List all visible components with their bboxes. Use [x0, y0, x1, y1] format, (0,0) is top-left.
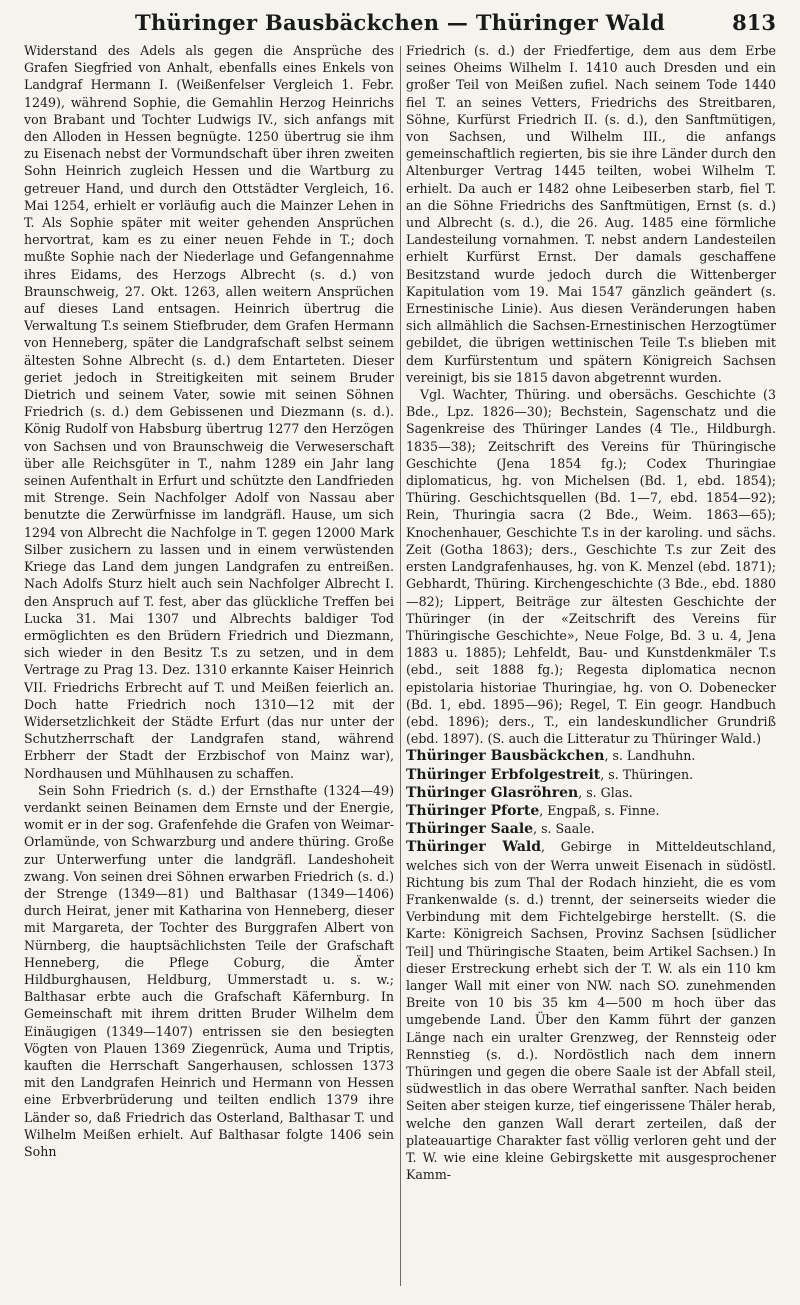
paragraph: Friedrich (s. d.) der Friedfertige, dem aus dem Erbe seines Oheims Wilhelm I. 1410 auch Dresden und ein großer Teil von Meißen zufiel. Nach seinem Tode 1440 fiel T. an seines Vetters, Friedrichs des Streitbaren, Söhne, Kurfürst Friedrich II. (s. d.), den Sanftmütigen, von Sachsen, und Wilhelm III., die anfangs gemeinschaftlich regierten, bis sie ihre Länder durch den Altenburger Vertrag 1445 teilten, wobei Wilhelm T. erhielt. Da auch er 1482 ohne Leibeserben starb, fiel T. an die Söhne Friedrichs des Sanftmütigen, Ernst (s. d.) und Albrecht (s. d.), die 26. Aug. 1485 eine förmliche Landesteilung vornahmen. T. nebst andern Landesteilen erhielt Kurfürst Ernst. Der damals geschaffene Besitzstand wurde jedoch durch die Wittenberger Kapitulation vom 19. Mai 1547 gänzlich geändert (s. Ernestinische Linie). Aus diesen Veränderungen haben sich allmählich die Sachsen-Ernestinischen Herzogtümer gebildet, die übrigen wettinischen Teile T.s blieben mit dem Kurfürstentum und spätern Königreich Sachsen vereinigt, bis sie 1815 davon abgetrennt wurden. [406, 43, 776, 385]
entry-headword: Thüringer Saale [406, 821, 534, 838]
page-header [24, 8, 776, 42]
paragraph: Sein Sohn Friedrich (s. d.) der Ernsthafte (1324—49) verdankt seinen Beinamen dem Ernste und der Energie, womit er in der sog. Grafenfehde die Grafen von Weimar-Orlamünde, von Schwarzburg und andere thüring. Große zur Unterwerfung unter die landgräfl. Landeshoheit zwang. Von seinen drei Söhnen erwarben Friedrich (s. d.) der Strenge (1349—81) und Balthasar (1349—1406) durch Heirat, jener mit Katharina von Henneberg, dieser mit Margareta, der Tochter des Burggrafen Albert von Nürnberg, die hauptsächlichsten Teile der Grafschaft Henneberg, die Pflege Coburg, die Ämter Hildburghausen, Heldburg, Ummerstadt u. s. w.; Balthasar erbte auch die Grafschaft Käfernburg. In Gemeinschaft mit ihrem dritten Bruder Wilhelm dem Einäugigen (1349—1407) entrissen sie den besiegten Vögten von Plauen 1369 Ziegenrück, Auma und Triptis, kauften die Herrschaft Sangerhausen, schlossen 1373 mit den Landgrafen Heinrich und Hermann von Hessen eine Erbverbrüderung und teilten endlich 1379 ihre Länder so, daß Friedrich das Osterland, Balthasar T. und Wilhelm Meißen erhielt. Auf Balthasar folgte 1406 sein Sohn [24, 782, 394, 1159]
running-head: Thüringer Bausbäckchen — Thüringer Wald [135, 10, 665, 35]
entry-text: , s. Glas. [578, 784, 633, 800]
entry-text: , Gebirge in Mitteldeutschland, welches sich von der Werra unweit Eisenach in südöstl. Richtung bis zum Thal der Rodach hinzieht, die es vom Frankenwalde (s. d.) trennt, der seinerseits wieder die Verbindung mit dem Fichtelgebirge herstellt. (S. die Karte: Königreich Sachsen, Provinz Sachsen [südlicher Teil] und Thüringische Staaten, beim Artikel Sachsen.) In dieser Erstreckung erhebt sich der T. W. als ein 110 km langer Wall mit einer von NW. nach SO. zunehmenden Breite von 10 bis 35 km 4—500 m hoch über das umgebende Land. Über den Kamm führt der ganzen Länge nach ein uralter Grenzweg, der Rennsteig oder Rennstieg (s. d.). Nordöstlich nach dem innern Thüringen und gegen die obere Saale ist der Abfall steil, südwestlich in das obere Werrathal sanfter. Nach beiden Seiten aber steigen kurze, tief eingerissene Thäler herab, welche den ganzen Wall derart zerteilen, daß der plateauartige Charakter fast völlig verloren geht und der T. W. wie eine kleine Gebirgskette mit ausgesprochener Kamm- [406, 839, 776, 1183]
left-column [24, 42, 394, 1292]
paragraph: Widerstand des Adels als gegen die Ansprüche des Grafen Siegfried von Anhalt, ebenfalls eines Enkels von Landgraf Hermann I. (Weißenfelser Vergleich 1. Febr. 1249), während Sophie, die Gemahlin Herzog Heinrichs von Brabant und Tochter Ludwigs IV., sich anfangs mit den Alloden in Hessen begnügte. 1250 übertrug sie ihm zu Eisenach nebst der Vormundschaft über ihren zweiten Sohn Heinrich zugleich Hessen und die Wartburg zu getreuer Hand, und durch den Ottstädter Vergleich, 16. Mai 1254, erhielt er vorläufig auch die Mainzer Lehen in T. Als Sophie später mit weiter gehenden Ansprüchen hervortrat, kam es zu einer neuen Fehde in T.; doch mußte Sophie nach der Niederlage und Gefangennahme ihres Eidams, des Herzogs Albrecht (s. d.) von Braunschweig, 27. Okt. 1263, allen weitern Ansprüchen auf dieses Land entsagen. Heinrich übertrug die Verwaltung T.s seinem Stiefbruder, dem Grafen Hermann von Henneberg, später die Landgrafschaft selbst seinem ältesten Sohne Albrecht (s. d.) dem Entarteten. Dieser geriet jedoch in Streitigkeiten mit seinem Bruder Dietrich und seinem Vater, sowie mit seinen Söhnen Friedrich (s. d.) dem Gebissenen und Diezmann (s. d.). König Rudolf von Habsburg übertrug 1277 den Herzögen von Sachsen und von Braunschweig die Verweserschaft über alle Reichsgüter in T., nahm 1289 ein Jahr lang seinen Aufenthalt in Erfurt und schützte den Landfrieden mit Strenge. Sein Nachfolger Adolf von Nassau aber benutzte die Zerwürfnisse im landgräfl. Hause, um sich 1294 von Albrecht die Nachfolge in T. gegen 12000 Mark Silber zusichern zu lassen und in einem verwüstenden Kriege das Land dem jungen Landgrafen zu entreißen. Nach Adolfs Sturz hielt auch sein Nachfolger Albrecht I. den Anspruch auf T. fest, aber das glückliche Treffen bei Lucka 31. Mai 1307 und Albrechts baldiger Tod ermöglichten es den Brüdern Friedrich und Diezmann, sich wieder in den Besitz T.s zu setzen, und in dem Vertrage zu Prag 13. Dez. 1310 erkannte Kaiser Heinrich VII. Friedrichs Erbrecht auf T. und Meißen feierlich an. Doch hatte Friedrich noch 1310—12 mit der Widersetzlichkeit der Städte Erfurt (das nur unter der Schutzherrschaft der Landgrafen stand, während Erbherr der Stadt der Erzbischof von Mainz war), Nordhausen und Mühlhausen zu schaffen. [24, 43, 394, 781]
dictionary-entry [406, 820, 776, 838]
dictionary-entry [406, 802, 776, 820]
entry-headword: Thüringer Bausbäckchen [406, 748, 605, 765]
entry-text: , s. Landhuhn. [604, 748, 696, 764]
entry-headword: Thüringer Glasröhren [406, 784, 579, 801]
entry-headword: Thüringer Wald [406, 839, 541, 856]
bibliography-paragraph: Vgl. Wachter, Thüring. und obersächs. Geschichte (3 Bde., Lpz. 1826—30); Bechstein, Sagenschatz und die Sagenkreise des Thüringer Landes (4 Tle., Hildburgh. 1835—38); Zeitschrift des Vereins für Thüringische Geschichte (Jena 1854 fg.); Codex Thuringiae diplomaticus, hg. von Michelsen (Bd. 1, ebd. 1854); Thüring. Geschichtsquellen (Bd. 1—7, ebd. 1854—92); Rein, Thuringia sacra (2 Bde., Weim. 1863—65); Knochenhauer, Geschichte T.s in der karoling. und sächs. Zeit (Gotha 1863); ders., Geschichte T.s zur Zeit des ersten Landgrafenhauses, hg. von K. Menzel (ebd. 1871); Gebhardt, Thüring. Kirchengeschichte (3 Bde., ebd. 1880—82); Lippert, Beiträge zur ältesten Geschichte der Thüringer (in der «Zeitschrift des Vereins für Thüringische Geschichte», Neue Folge, Bd. 3 u. 4, Jena 1883 u. 1885); Lehfeldt, Bau- und Kunstdenkmäler T.s (ebd., seit 1888 fg.); Regesta diplomatica necnon epistolaria historiae Thuringiae, hg. von O. Dobenecker (Bd. 1, ebd. 1895—96); Regel, T. Ein geogr. Handbuch (ebd. 1896); ders., T., ein landeskundlicher Grundriß (ebd. 1897). (S. auch die Litteratur zu Thüringer Wald.) [406, 387, 776, 747]
entry-text: , s. Saale. [533, 821, 595, 837]
dictionary-entry [406, 784, 776, 802]
dictionary-entry [406, 747, 776, 765]
text-columns [24, 42, 776, 1292]
entry-text: , Engpaß, s. Finne. [539, 802, 660, 818]
dictionary-entry-wald [406, 838, 776, 1183]
entry-text: , s. Thüringen. [600, 766, 694, 782]
page-number: 813 [732, 10, 776, 35]
right-column [406, 42, 776, 1292]
entry-headword: Thüringer Pforte [406, 802, 540, 819]
dictionary-entry [406, 766, 776, 784]
entry-headword: Thüringer Erbfolgestreit [406, 766, 601, 783]
